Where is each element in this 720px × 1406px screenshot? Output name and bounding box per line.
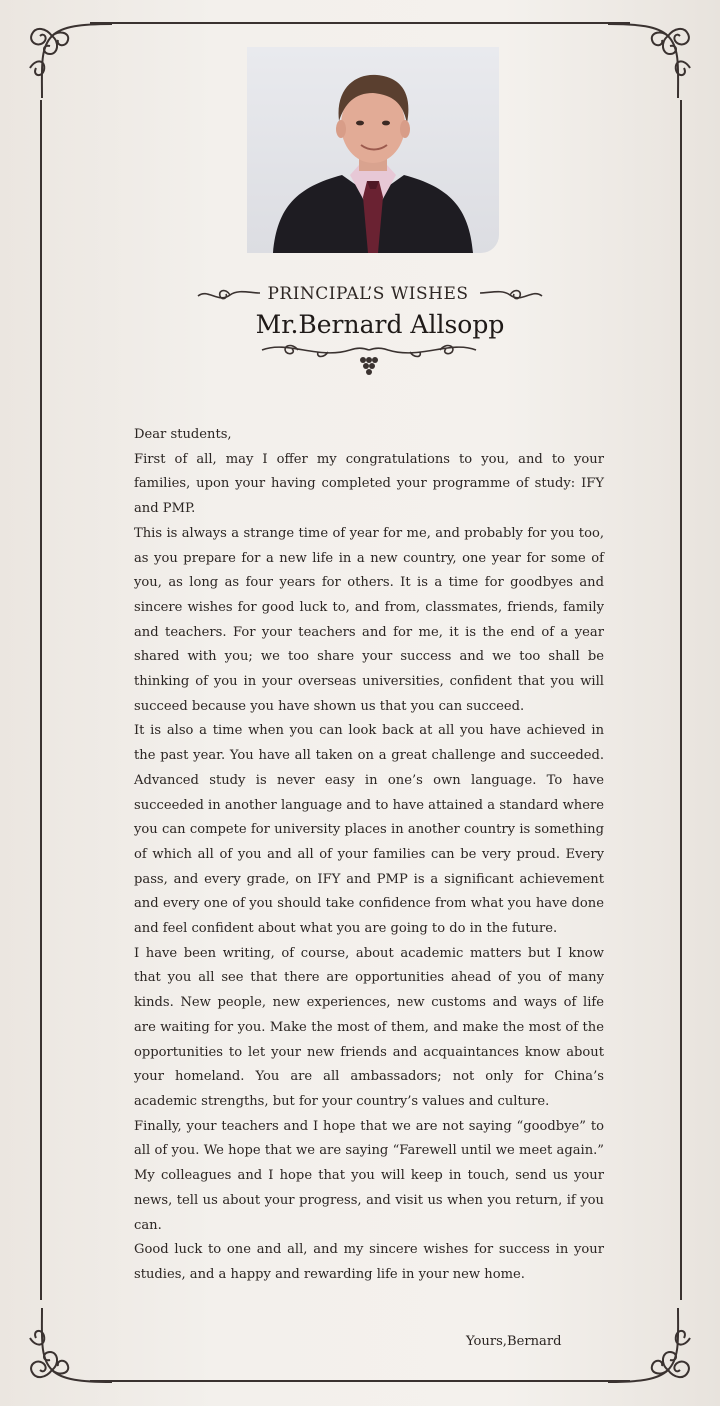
frame-left-line: [40, 100, 42, 1300]
letter-signature: Yours,Bernard: [466, 1334, 562, 1349]
corner-ornament-top-right: [608, 8, 698, 98]
frame-top-line: [90, 22, 630, 24]
ornament-right-scroll: [478, 284, 544, 306]
letter-paragraph: This is always a strange time of year for me, and probably for you too, as you prepare for a new life in a new country, one year for some of you, as long as four years for others. It is a time for goodbyes and sincere wishes for good luck to, and from, classmates, friends, family and teachers. For your teachers and for me, it is the end of a year shared with you; we too share your success and we too shall be thinking of you in your overseas universities, confident that you will succeed because you have shown us that you can succeed.: [134, 525, 604, 714]
letter-paragraph: I have been writing, of course, about academic matters but I know that you all see that there are opportunities ahead of you of many kinds. New people, new experiences, new customs and ways of life are waiting for you. Make the most of them, and make the most of the opportunities to let your new friends and acquaintances know about your homeland. You are all ambassadors; not only for China’s academic strengths, but for your country’s values and culture.: [134, 945, 604, 1109]
frame-right-line: [680, 100, 682, 1300]
section-title: PRINCIPAL’S WISHES: [267, 284, 469, 304]
principal-name: Mr.Bernard Allsopp: [255, 310, 505, 339]
letter-paragraph: First of all, may I offer my congratulations to you, and to your families, upon your having completed your programme of study: IFY and PMP.: [134, 451, 604, 517]
letter-greeting: Dear students,: [134, 427, 232, 442]
ornament-left-scroll: [196, 284, 262, 306]
frame-bottom-line: [90, 1380, 630, 1382]
corner-ornament-bottom-left: [22, 1308, 112, 1398]
principal-photo: [247, 47, 499, 253]
corner-ornament-top-left: [22, 8, 112, 98]
letter-body: [134, 423, 604, 1288]
corner-ornament-bottom-right: [608, 1308, 698, 1398]
letter-paragraph: Finally, your teachers and I hope that we are not saying “goodbye” to all of you. We hope that we are saying “Farewell until we meet again.” My colleagues and I hope that you will keep in touch, send us your news, tell us about your progress, and visit us when you return, if you can.: [134, 1118, 604, 1233]
letter-paragraph: Good luck to one and all, and my sincere wishes for success in your studies, and a happy and rewarding life in your new home.: [134, 1242, 604, 1282]
letter-paragraph: It is also a time when you can look back at all you have achieved in the past year. You have all taken on a great challenge and succeeded. Advanced study is never easy in one’s own language. To have succeeded in another language and to have attained a standard where you can compete for university places in another country is something of which all of you and all of your families can be very proud. Every pass, and every grade, on IFY and PMP is a significant achievement and every one of you should take confidence from what you have done and feel confident about what you are going to do in the future.: [134, 723, 604, 937]
ornament-grape-flourish: [258, 338, 480, 382]
